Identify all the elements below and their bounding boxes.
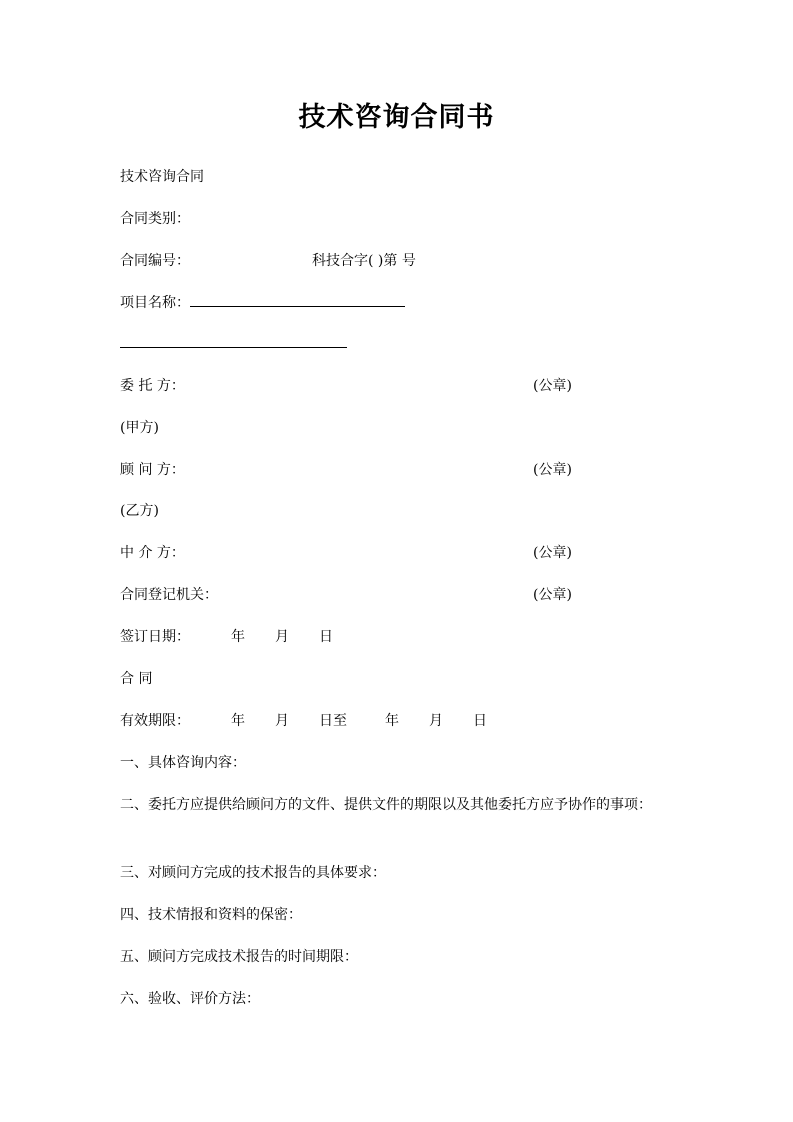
contract-split: 合 同 [120, 671, 153, 687]
sign-date-label: 签订日期： [120, 629, 190, 645]
section-3: 三、对顾问方完成的技术报告的具体要求： [120, 865, 386, 881]
section-6: 六、验收、评价方法： [120, 991, 260, 1007]
contract-type-label: 合同类别： [120, 211, 190, 227]
consultant-note: (乙方) [120, 503, 159, 519]
intermediary-label: 中 介 方： [120, 545, 185, 561]
valid-month-1: 月 [275, 713, 289, 729]
sign-date-month: 月 [275, 629, 289, 645]
sign-date-day: 日 [319, 629, 333, 645]
sign-date-year: 年 [231, 629, 245, 645]
project-name-label: 项目名称： [120, 295, 190, 311]
document-title: 技术咨询合同书 [298, 102, 495, 133]
intermediary-seal: (公章) [533, 545, 572, 561]
client-seal: (公章) [533, 378, 572, 394]
consultant-seal: (公章) [533, 462, 572, 478]
client-label: 委 托 方： [120, 378, 185, 394]
project-name-underline [190, 306, 405, 307]
section-2: 二、委托方应提供给顾问方的文件、提供文件的期限以及其他委托方应予协作的事项： [120, 797, 652, 813]
contract-no-format: 科技合字( )第 号 [312, 253, 416, 269]
valid-period-label: 有效期限： [120, 713, 190, 729]
registry-seal: (公章) [533, 587, 572, 603]
valid-day-to: 日至 [319, 713, 347, 729]
consultant-label: 顾 问 方： [120, 462, 185, 478]
client-note: (甲方) [120, 420, 159, 436]
section-1: 一、具体咨询内容： [120, 755, 246, 771]
section-4: 四、技术情报和资料的保密： [120, 907, 302, 923]
valid-month-2: 月 [429, 713, 443, 729]
valid-year-1: 年 [231, 713, 245, 729]
valid-day-2: 日 [473, 713, 487, 729]
registry-label: 合同登记机关： [120, 587, 218, 603]
subtitle: 技术咨询合同 [120, 169, 204, 185]
project-name-underline-2 [120, 347, 347, 348]
contract-no-label: 合同编号： [120, 253, 190, 269]
section-5: 五、顾问方完成技术报告的时间期限： [120, 949, 358, 965]
valid-year-2: 年 [385, 713, 399, 729]
